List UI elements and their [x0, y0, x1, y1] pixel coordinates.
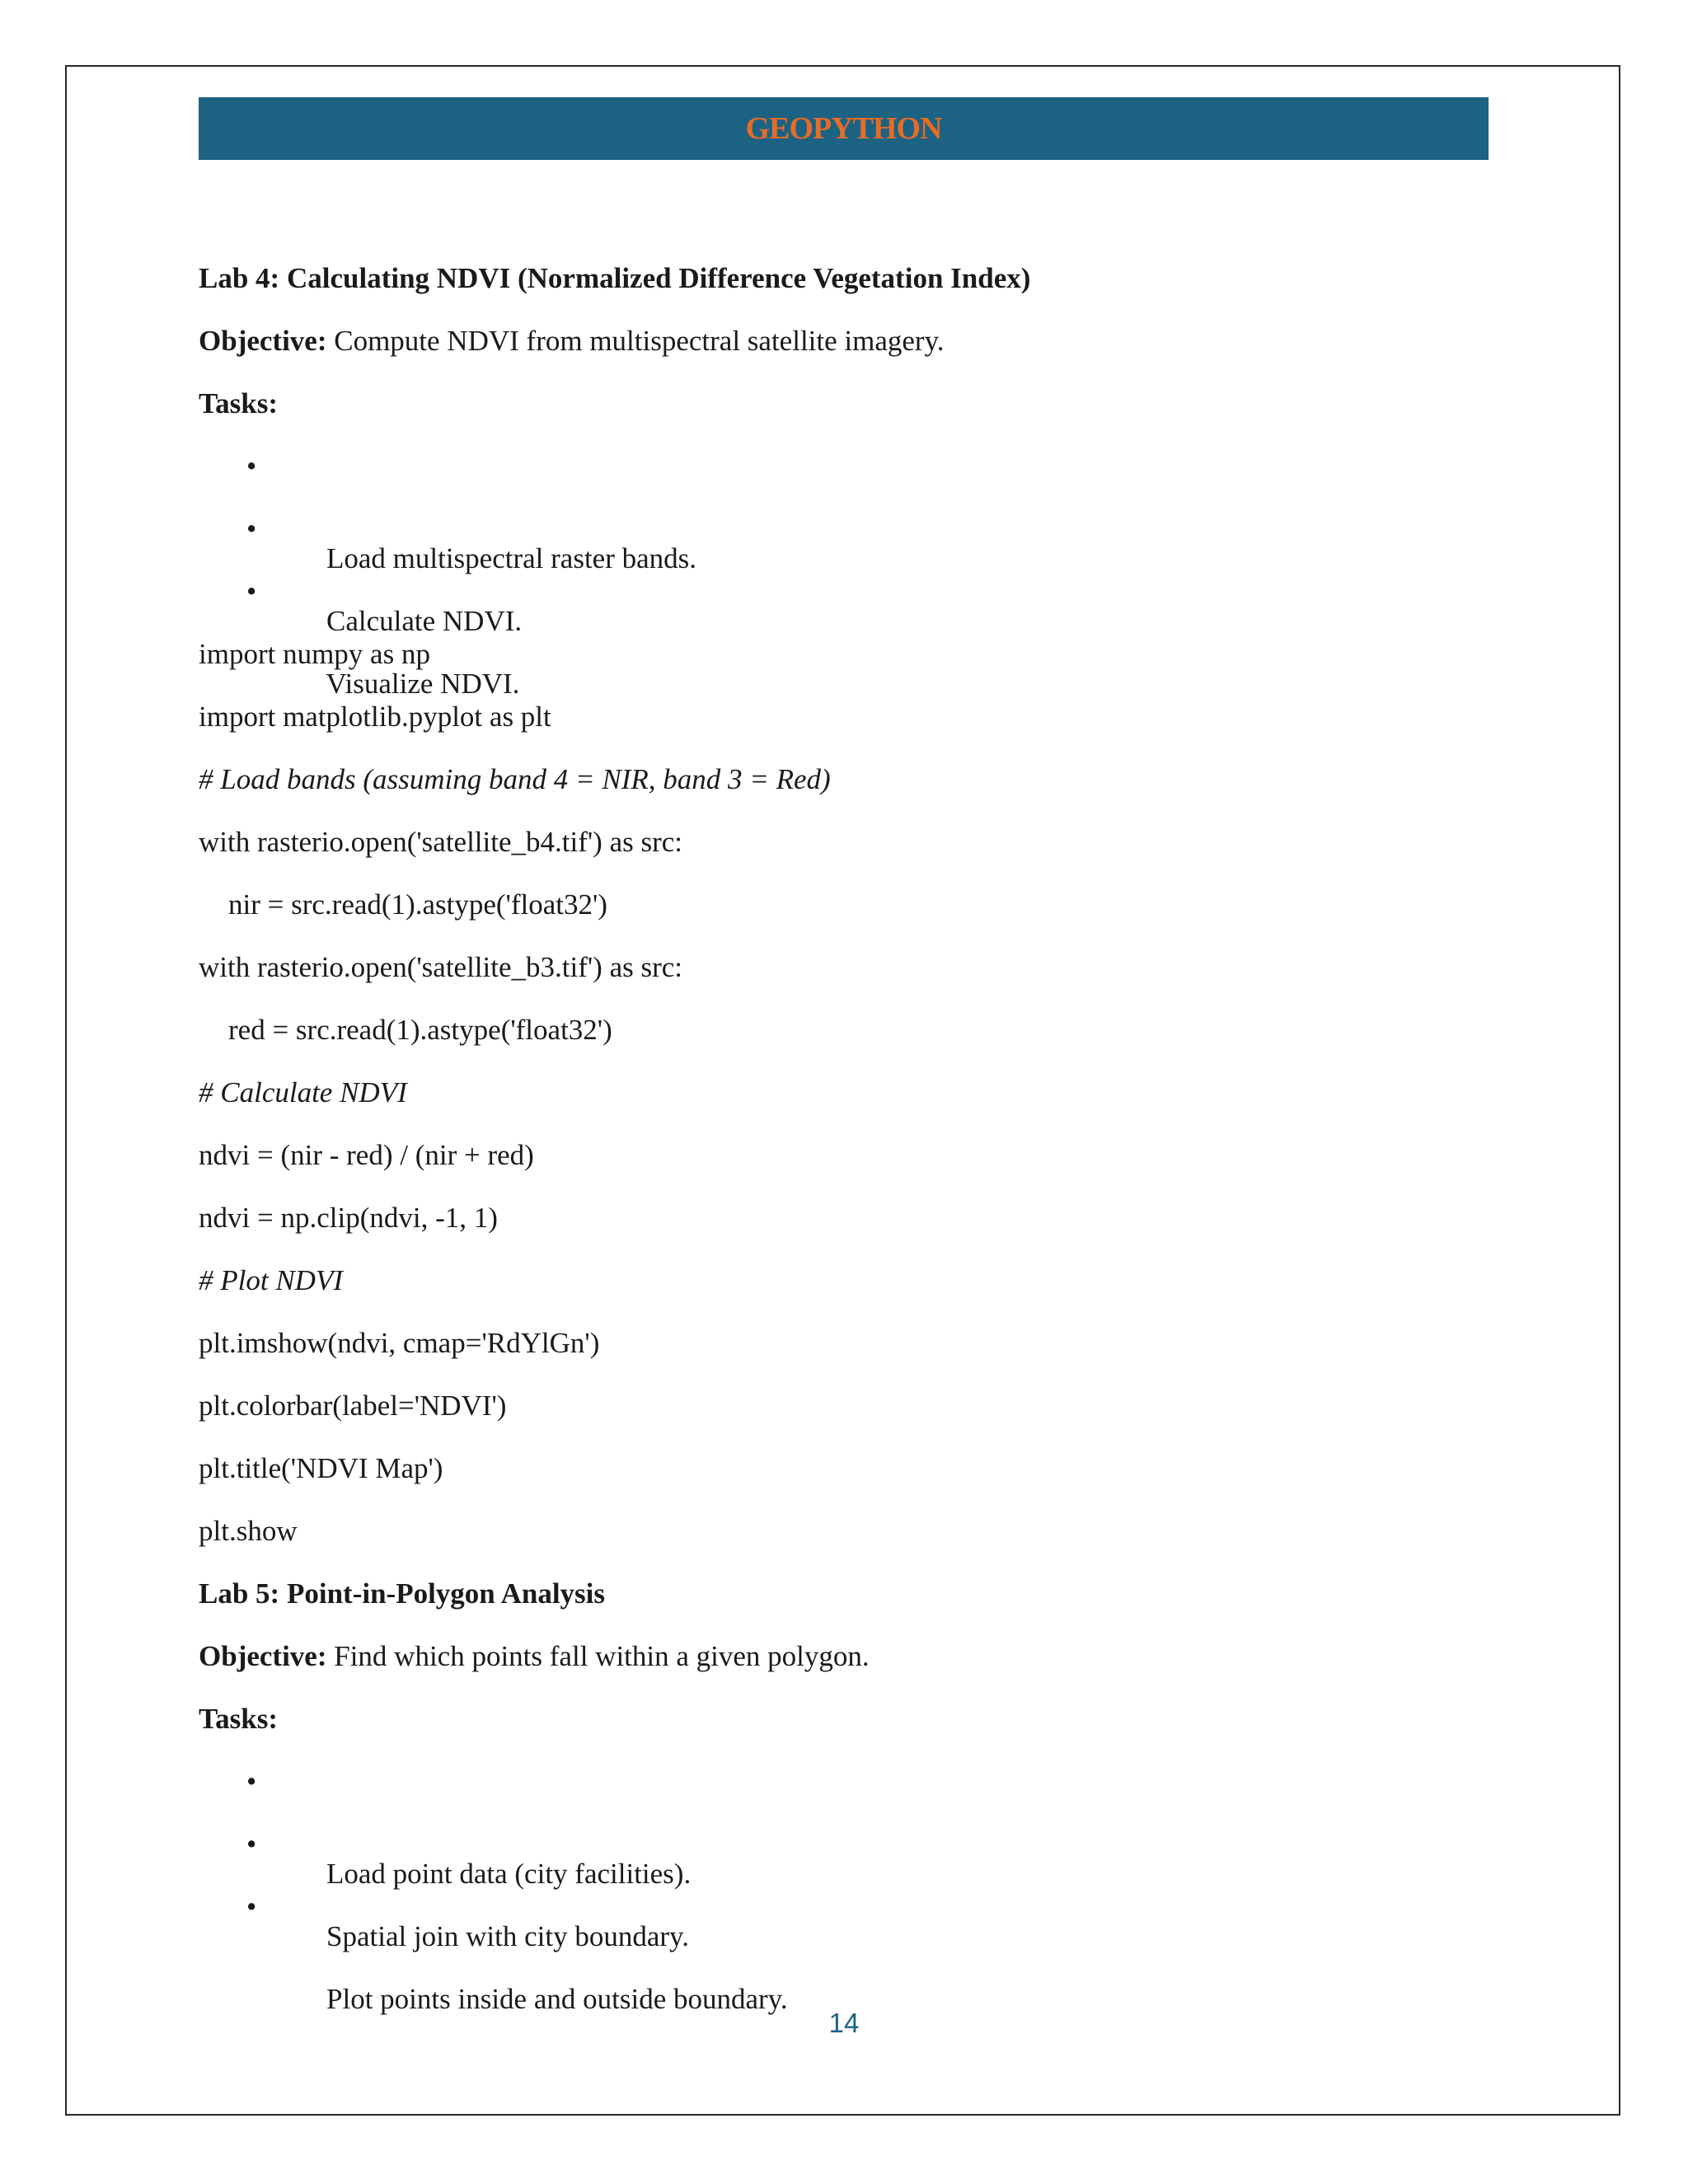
lab4-task-text: Calculate NDVI.: [326, 605, 523, 637]
bullet-icon: •: [246, 450, 257, 482]
lab5-heading: Lab 5: Point-in-Polygon Analysis: [199, 1577, 606, 1610]
code-line: plt.colorbar(label='NDVI'): [199, 1390, 507, 1422]
lab5-objective: [199, 1633, 1489, 1696]
header-title: GEOPYTHON: [745, 111, 942, 146]
bullet-icon: •: [246, 575, 257, 607]
code-line: with rasterio.open('satellite_b4.tif') as src:: [199, 826, 683, 858]
code-comment: # Load bands (assuming band 4 = NIR, band 3 = Red): [199, 763, 831, 795]
code-line: plt.title('NDVI Map'): [199, 1452, 443, 1484]
bullet-icon: •: [246, 1891, 257, 1923]
lab5-tasks-label: Tasks:: [199, 1703, 278, 1735]
code-line: ndvi = np.clip(ndvi, -1, 1): [199, 1202, 498, 1234]
lab4-task-item: [199, 506, 1489, 637]
header-banner: [199, 97, 1489, 160]
code-line: plt.imshow(ndvi, cmap='RdYlGn'): [199, 1327, 600, 1359]
lab5-objective-text: Find which points fall within a given polygon.: [326, 1640, 870, 1672]
code-line: with rasterio.open('satellite_b3.tif') as src:: [199, 951, 683, 983]
document-body: [199, 255, 1489, 2015]
lab5-task-item: [199, 1821, 1489, 1952]
bullet-icon: •: [246, 1828, 257, 1860]
lab4-task-text: Load multispectral raster bands.: [326, 542, 697, 574]
lab4-objective-text: Compute NDVI from multispectral satellite imagery.: [326, 325, 945, 357]
code-line: import matplotlib.pyplot as plt: [199, 701, 551, 733]
lab5-task-text: Load point data (city facilities).: [326, 1858, 692, 1890]
lab4-tasks-label: Tasks:: [199, 387, 278, 419]
bullet-icon: •: [246, 1765, 257, 1797]
lab4-heading: Lab 4: Calculating NDVI (Normalized Difference Vegetation Index): [199, 262, 1031, 294]
code-line: red = src.read(1).astype('float32'): [228, 1014, 612, 1046]
lab4-objective: [199, 318, 1489, 381]
code-line: import numpy as np: [199, 638, 430, 670]
lab4-objective-label: Objective:: [199, 325, 327, 357]
lab5-objective-label: Objective:: [199, 1640, 327, 1672]
code-comment: # Plot NDVI: [199, 1264, 343, 1296]
code-line: nir = src.read(1).astype('float32'): [228, 888, 607, 921]
lab4-task-text: Visualize NDVI.: [326, 668, 520, 700]
lab4-task-item: [199, 443, 1489, 574]
lab5-task-item: [199, 1884, 1489, 2015]
lab5-task-text: Plot points inside and outside boundary.: [326, 1983, 788, 2015]
page-number: 14: [828, 2008, 860, 2038]
lab5-task-item: [199, 1759, 1489, 1890]
code-line: ndvi = (nir - red) / (nir + red): [199, 1139, 534, 1171]
lab5-task-text: Spatial join with city boundary.: [326, 1920, 690, 1952]
code-line: plt.show: [199, 1515, 298, 1547]
code-comment: # Calculate NDVI: [199, 1076, 407, 1108]
bullet-icon: •: [246, 513, 257, 545]
